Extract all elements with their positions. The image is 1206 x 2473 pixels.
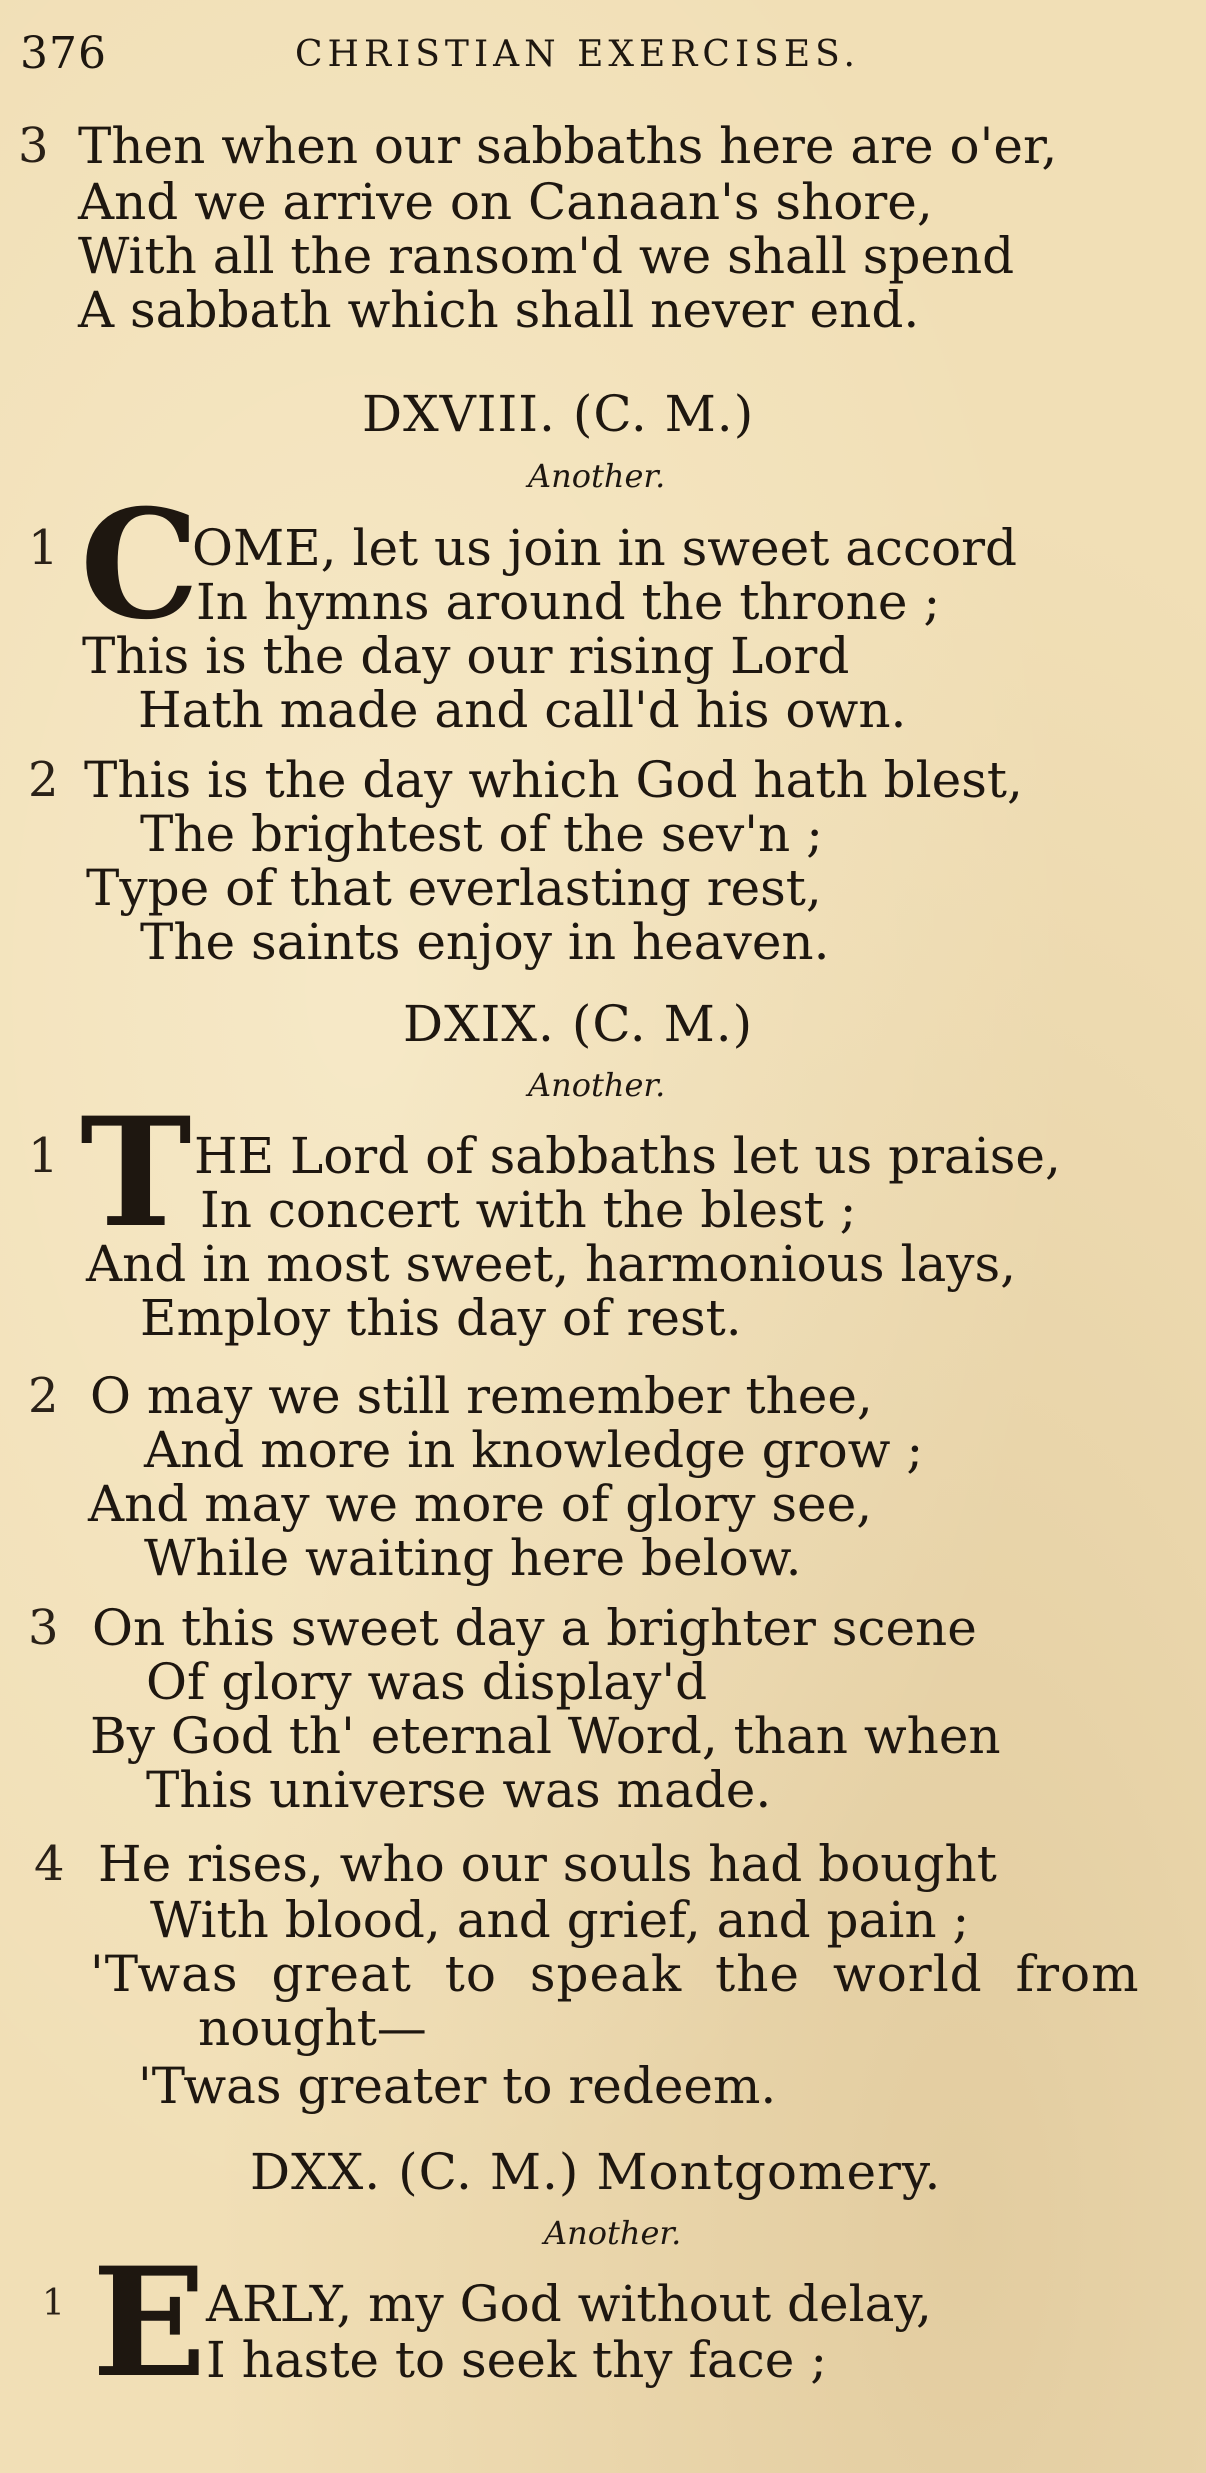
- hymn-title: DXX. (C. M.) Montgomery.: [250, 2143, 942, 2201]
- stanza-number: 3: [18, 118, 49, 174]
- verse-line: On this sweet day a brighter scene: [92, 1599, 977, 1657]
- stanza-number: 1: [28, 520, 59, 576]
- verse-line: Employ this day of rest.: [140, 1289, 742, 1347]
- verse-line: The brightest of the sev'n ;: [140, 805, 823, 863]
- verse-line: ARLY, my God without delay,: [206, 2275, 932, 2333]
- drop-cap: T: [80, 1085, 192, 1261]
- verse-line: OME, let us join in sweet accord: [192, 519, 1018, 577]
- verse-line: And we arrive on Canaan's shore,: [78, 173, 933, 231]
- verse-line: This universe was made.: [146, 1761, 772, 1819]
- verse-line: Of glory was display'd: [146, 1653, 708, 1711]
- verse-line: This is the day our rising Lord: [82, 627, 850, 685]
- verse-line: In concert with the blest ;: [200, 1181, 857, 1239]
- verse-line: Type of that everlasting rest,: [86, 859, 822, 917]
- running-title: CHRISTIAN EXERCISES.: [295, 34, 860, 75]
- verse-line: He rises, who our souls had bought: [98, 1835, 997, 1893]
- hymn-subtitle: Another.: [544, 2214, 682, 2252]
- verse-line: O may we still remember thee,: [90, 1367, 873, 1425]
- verse-line: nought—: [198, 1999, 427, 2057]
- hymn-title: DXVIII. (C. M.): [362, 385, 755, 443]
- running-head: [20, 28, 1170, 88]
- verse-line: And may we more of glory see,: [88, 1475, 873, 1533]
- verse-line: And in most sweet, harmonious lays,: [86, 1235, 1017, 1293]
- verse-line: Hath made and call'd his own.: [138, 681, 907, 739]
- drop-cap: E: [92, 2235, 207, 2411]
- stanza-number: 1: [42, 2283, 65, 2324]
- stanza-number: 4: [34, 1836, 65, 1892]
- verse-line: A sabbath which shall never end.: [78, 281, 920, 339]
- verse-line: By God th' eternal Word, than when: [90, 1707, 1001, 1765]
- verse-line: I haste to seek thy face ;: [206, 2331, 828, 2389]
- stanza-number: 3: [28, 1600, 59, 1656]
- verse-line: 'Twas greater to redeem.: [138, 2057, 777, 2115]
- verse-line: With all the ransom'd we shall spend: [78, 227, 1015, 285]
- hymn-subtitle: Another.: [528, 457, 666, 495]
- verse-line: Then when our sabbaths here are o'er,: [78, 117, 1058, 175]
- verse-line: 'Twas great to speak the world from: [90, 1945, 1140, 2003]
- stanza-number: 2: [28, 752, 59, 808]
- verse-line: In hymns around the throne ;: [196, 573, 941, 631]
- verse-line: HE Lord of sabbaths let us praise,: [194, 1127, 1061, 1185]
- verse-line: The saints enjoy in heaven.: [140, 913, 830, 971]
- stanza-number: 1: [28, 1128, 59, 1184]
- page-number: 376: [20, 28, 107, 79]
- verse-line: While waiting here below.: [144, 1529, 802, 1587]
- hymn-subtitle: Another.: [528, 1066, 666, 1104]
- hymn-title: DXIX. (C. M.): [403, 995, 754, 1053]
- drop-cap: C: [80, 477, 200, 653]
- verse-line: And more in knowledge grow ;: [144, 1421, 924, 1479]
- stanza-number: 2: [28, 1368, 59, 1424]
- verse-line: This is the day which God hath blest,: [84, 751, 1023, 809]
- verse-line: With blood, and grief, and pain ;: [150, 1891, 970, 1949]
